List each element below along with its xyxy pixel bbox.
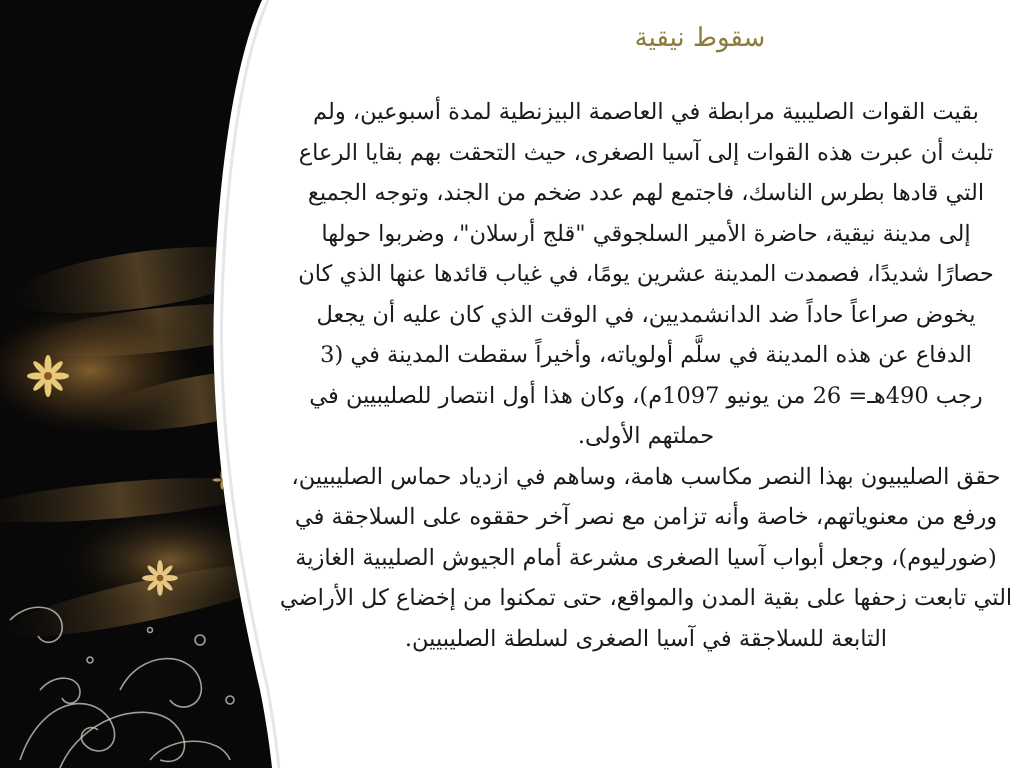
slide-title: سقوط نيقية xyxy=(634,23,766,53)
body-paragraph: حقق الصليبيون بهذا النصر مكاسب هامة، وساهم في ازدياد حماس الصليبيين، ورفع من معنوياتهم، خاصة وأنه تزامن مع نصر آخر حققوه على السلاجقة في (ضورليوم)، وجعل أبواب آسيا الصغرى مشرعة أمام الجيوش الصليبية الغازية التي تابعت زحفها على بقية المدن والمواقع، حتى تمكنوا من إخضاع كل الأراضي التابعة للسلاجقة في آسيا الصغرى لسلطة الصليبيين. xyxy=(279,463,1013,652)
slide-body xyxy=(275,92,1017,659)
body-paragraph: بقيت القوات الصليبية مرابطة في العاصمة البيزنطية لمدة أسبوعين، ولم تلبث أن عبرت هذه القوات إلى آسيا الصغرى، حيث التحقت بهم بقايا الرعاع التي قادها بطرس الناسك، فاجتمع لهم عدد ضخم من الجند، وتوجه الجميع إلى مدينة نيقية، حاضرة الأمير السلجوقي "قلج أرسلان"، وضربوا حولها حصارًا شديدًا، فصمدت المدينة عشرين يومًا، في غياب قائدها عنها الذي كان يخوض صراعاً حاداً ضد الدانشمديين، في الوقت الذي كان عليه أن يجعل الدفاع عن هذه المدينة في سلَّم أولوياته، وأخيراً سقطت المدينة في (3 رجب 490هـ= 26 من يونيو 1097م)، وكان هذا أول انتصار للصليبيين في حملتهم الأولى. xyxy=(298,99,994,449)
